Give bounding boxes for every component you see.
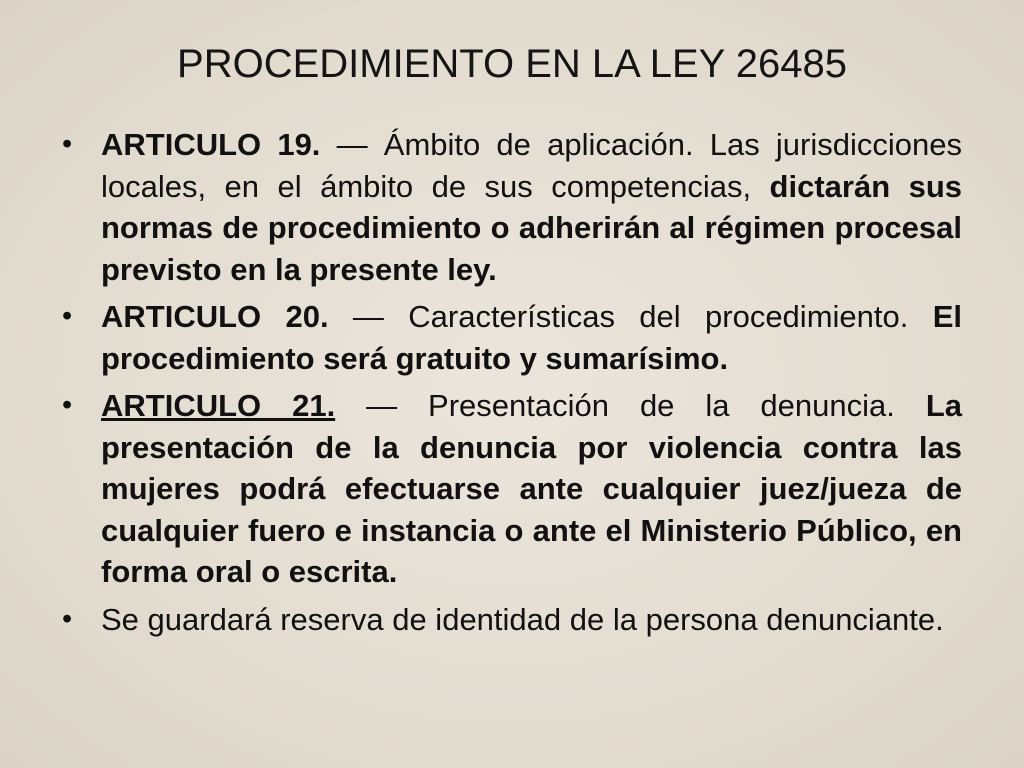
article-19-label: ARTICULO 19.	[101, 127, 321, 162]
bullet-list	[62, 124, 962, 646]
bullet-identity-reserve	[62, 599, 962, 641]
article-21-label: ARTICULO 21.	[101, 388, 336, 423]
article-21-emphasis: La presentación de la denuncia por violencia contra las mujeres podrá efectuarse ante cualquier juez/jueza de cualquier fuero e instancia o ante el Ministerio Público, en forma oral o escrita.	[101, 388, 962, 589]
bullet-article-20	[62, 296, 962, 379]
bullet-article-21	[62, 385, 962, 593]
slide-title: PROCEDIMIENTO EN LA LEY 26485	[177, 42, 847, 86]
bullet-article-19	[62, 124, 962, 290]
article-21-heading: — Presentación de la denuncia.	[335, 388, 926, 423]
article-20-emphasis: El procedimiento será gratuito y sumarísimo.	[101, 299, 962, 376]
article-20-heading: — Características del procedimiento.	[328, 299, 933, 334]
article-20-label: ARTICULO 20.	[101, 299, 329, 334]
article-19-emphasis: dictarán sus normas de procedimiento o adherirán al régimen procesal previsto en la presente ley.	[101, 168, 963, 287]
article-19-heading: — Ámbito de aplicación. Las jurisdicciones locales, en el ámbito de sus competencias,	[101, 127, 962, 204]
identity-reserve-text: Se guardará reserva de identidad de la persona denunciante.	[101, 601, 944, 637]
